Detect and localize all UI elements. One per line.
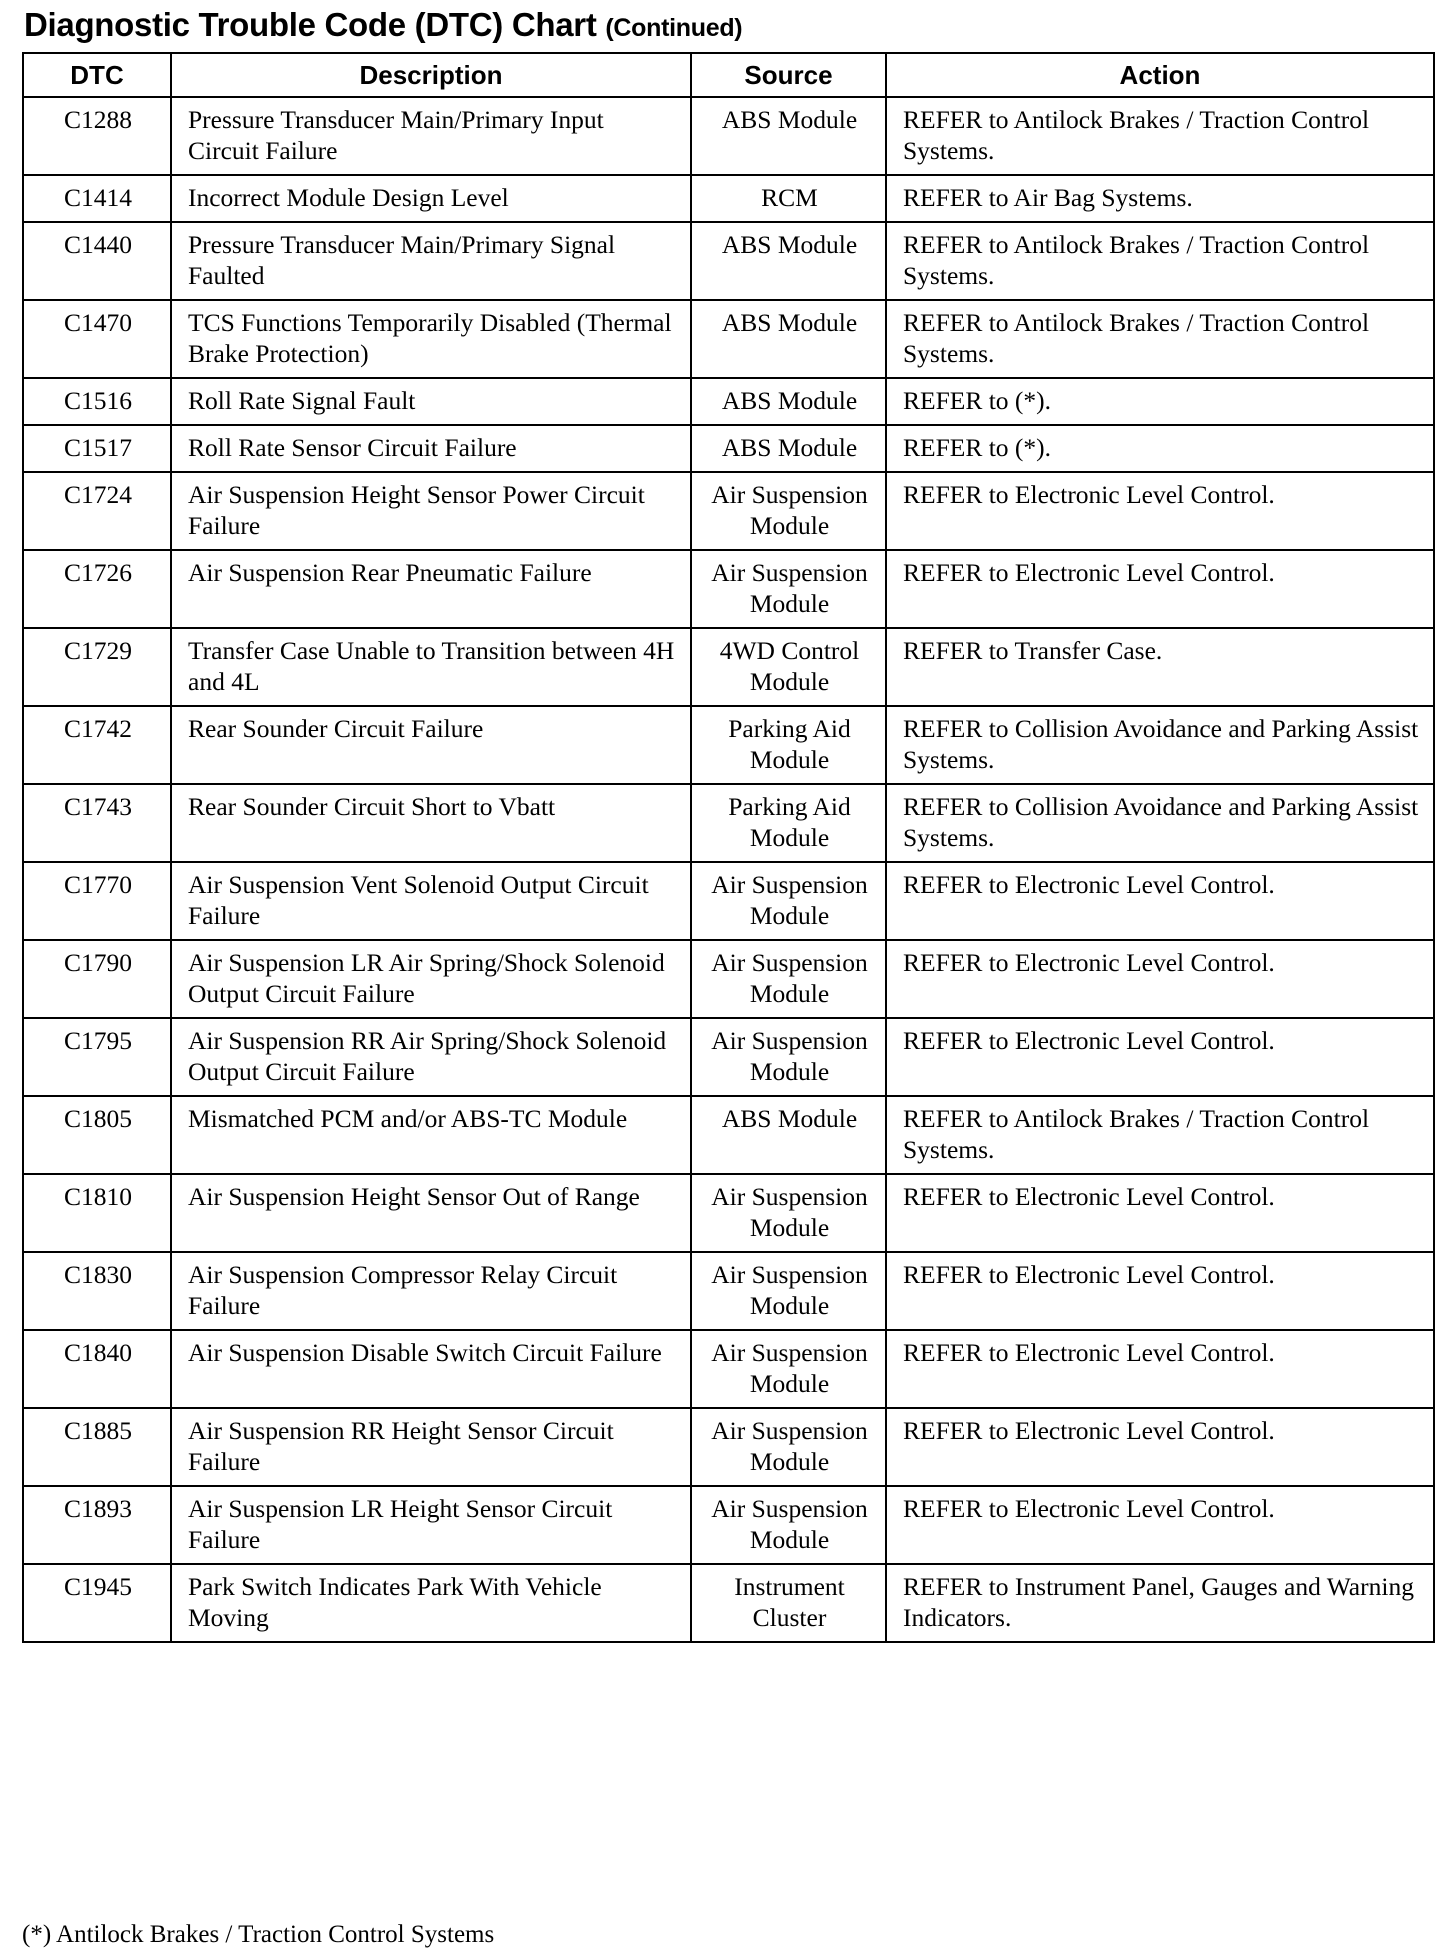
dtc-cell: C1516	[23, 378, 171, 425]
table-row	[23, 1330, 1434, 1408]
source-cell: Air Suspension Module	[691, 1018, 886, 1096]
dtc-cell: C1810	[23, 1174, 171, 1252]
source-cell: Parking Aid Module	[691, 706, 886, 784]
source-cell: RCM	[691, 175, 886, 222]
source-cell: ABS Module	[691, 378, 886, 425]
description-cell: Air Suspension LR Height Sensor Circuit Failure	[171, 1486, 691, 1564]
description-cell: Incorrect Module Design Level	[171, 175, 691, 222]
dtc-cell: C1414	[23, 175, 171, 222]
action-cell: REFER to Electronic Level Control.	[886, 472, 1434, 550]
action-cell: REFER to Electronic Level Control.	[886, 862, 1434, 940]
action-cell: REFER to Collision Avoidance and Parking Assist Systems.	[886, 784, 1434, 862]
dtc-cell: C1885	[23, 1408, 171, 1486]
dtc-cell: C1790	[23, 940, 171, 1018]
source-cell: ABS Module	[691, 97, 886, 175]
page-title	[24, 2, 742, 51]
table-row	[23, 222, 1434, 300]
description-cell: Rear Sounder Circuit Failure	[171, 706, 691, 784]
description-cell: Air Suspension Height Sensor Power Circuit Failure	[171, 472, 691, 550]
description-cell: Air Suspension Vent Solenoid Output Circuit Failure	[171, 862, 691, 940]
dtc-cell: C1726	[23, 550, 171, 628]
dtc-cell: C1893	[23, 1486, 171, 1564]
action-cell: REFER to Electronic Level Control.	[886, 940, 1434, 1018]
table-row	[23, 706, 1434, 784]
description-cell: Roll Rate Sensor Circuit Failure	[171, 425, 691, 472]
table-row	[23, 472, 1434, 550]
column-header-source: Source	[691, 53, 886, 97]
source-cell: Air Suspension Module	[691, 862, 886, 940]
table-header-row	[23, 53, 1434, 97]
action-cell: REFER to Electronic Level Control.	[886, 550, 1434, 628]
action-cell: REFER to Electronic Level Control.	[886, 1018, 1434, 1096]
source-cell: Parking Aid Module	[691, 784, 886, 862]
description-cell: Air Suspension Rear Pneumatic Failure	[171, 550, 691, 628]
description-cell: Mismatched PCM and/or ABS-TC Module	[171, 1096, 691, 1174]
description-cell: Park Switch Indicates Park With Vehicle Moving	[171, 1564, 691, 1642]
table-row	[23, 1096, 1434, 1174]
action-cell: REFER to Electronic Level Control.	[886, 1174, 1434, 1252]
action-cell: REFER to Antilock Brakes / Traction Control Systems.	[886, 97, 1434, 175]
source-cell: ABS Module	[691, 300, 886, 378]
description-cell: Air Suspension Compressor Relay Circuit Failure	[171, 1252, 691, 1330]
dtc-cell: C1517	[23, 425, 171, 472]
dtc-cell: C1795	[23, 1018, 171, 1096]
source-cell: ABS Module	[691, 425, 886, 472]
action-cell: REFER to Antilock Brakes / Traction Control Systems.	[886, 300, 1434, 378]
title-suffix: (Continued)	[605, 14, 743, 42]
description-cell: Air Suspension Disable Switch Circuit Failure	[171, 1330, 691, 1408]
description-cell: Transfer Case Unable to Transition between 4H and 4L	[171, 628, 691, 706]
source-cell: Air Suspension Module	[691, 1174, 886, 1252]
dtc-cell: C1724	[23, 472, 171, 550]
table-row	[23, 378, 1434, 425]
table-row	[23, 1174, 1434, 1252]
table-row	[23, 300, 1434, 378]
source-cell: Air Suspension Module	[691, 1486, 886, 1564]
description-cell: Air Suspension RR Height Sensor Circuit Failure	[171, 1408, 691, 1486]
dtc-cell: C1770	[23, 862, 171, 940]
description-cell: Pressure Transducer Main/Primary Input Circuit Failure	[171, 97, 691, 175]
dtc-cell: C1440	[23, 222, 171, 300]
dtc-cell: C1945	[23, 1564, 171, 1642]
dtc-cell: C1729	[23, 628, 171, 706]
dtc-cell: C1470	[23, 300, 171, 378]
action-cell: REFER to Transfer Case.	[886, 628, 1434, 706]
column-header-dtc: DTC	[23, 53, 171, 97]
table-row	[23, 1018, 1434, 1096]
source-cell: Air Suspension Module	[691, 940, 886, 1018]
action-cell: REFER to Antilock Brakes / Traction Control Systems.	[886, 222, 1434, 300]
dtc-cell: C1830	[23, 1252, 171, 1330]
action-cell: REFER to (*).	[886, 378, 1434, 425]
source-cell: Air Suspension Module	[691, 1408, 886, 1486]
footnote: (*) Antilock Brakes / Traction Control Systems	[22, 1921, 495, 1948]
table-row	[23, 550, 1434, 628]
action-cell: REFER to Air Bag Systems.	[886, 175, 1434, 222]
action-cell: REFER to Electronic Level Control.	[886, 1330, 1434, 1408]
table-row	[23, 1408, 1434, 1486]
description-cell: TCS Functions Temporarily Disabled (Thermal Brake Protection)	[171, 300, 691, 378]
dtc-cell: C1805	[23, 1096, 171, 1174]
action-cell: REFER to Electronic Level Control.	[886, 1252, 1434, 1330]
table-row	[23, 940, 1434, 1018]
action-cell: REFER to Antilock Brakes / Traction Control Systems.	[886, 1096, 1434, 1174]
source-cell: ABS Module	[691, 1096, 886, 1174]
description-cell: Air Suspension Height Sensor Out of Range	[171, 1174, 691, 1252]
dtc-cell: C1743	[23, 784, 171, 862]
source-cell: Air Suspension Module	[691, 1252, 886, 1330]
action-cell: REFER to (*).	[886, 425, 1434, 472]
dtc-cell: C1742	[23, 706, 171, 784]
title-main: Diagnostic Trouble Code (DTC) Chart	[24, 6, 597, 43]
table-row	[23, 1252, 1434, 1330]
source-cell: Air Suspension Module	[691, 472, 886, 550]
table-row	[23, 175, 1434, 222]
dtc-cell: C1840	[23, 1330, 171, 1408]
source-cell: Air Suspension Module	[691, 550, 886, 628]
description-cell: Air Suspension RR Air Spring/Shock Solenoid Output Circuit Failure	[171, 1018, 691, 1096]
action-cell: REFER to Collision Avoidance and Parking Assist Systems.	[886, 706, 1434, 784]
dtc-cell: C1288	[23, 97, 171, 175]
table-row	[23, 1486, 1434, 1564]
table-row	[23, 628, 1434, 706]
column-header-action: Action	[886, 53, 1434, 97]
description-cell: Air Suspension LR Air Spring/Shock Solenoid Output Circuit Failure	[171, 940, 691, 1018]
table-row	[23, 862, 1434, 940]
description-cell: Pressure Transducer Main/Primary Signal Faulted	[171, 222, 691, 300]
source-cell: 4WD Control Module	[691, 628, 886, 706]
table-row	[23, 784, 1434, 862]
table-row	[23, 97, 1434, 175]
source-cell: Air Suspension Module	[691, 1330, 886, 1408]
action-cell: REFER to Electronic Level Control.	[886, 1486, 1434, 1564]
table-row	[23, 425, 1434, 472]
description-cell: Rear Sounder Circuit Short to Vbatt	[171, 784, 691, 862]
column-header-description: Description	[171, 53, 691, 97]
dtc-table	[22, 52, 1435, 1643]
table-row	[23, 1564, 1434, 1642]
description-cell: Roll Rate Signal Fault	[171, 378, 691, 425]
source-cell: Instrument Cluster	[691, 1564, 886, 1642]
source-cell: ABS Module	[691, 222, 886, 300]
action-cell: REFER to Electronic Level Control.	[886, 1408, 1434, 1486]
action-cell: REFER to Instrument Panel, Gauges and Warning Indicators.	[886, 1564, 1434, 1642]
